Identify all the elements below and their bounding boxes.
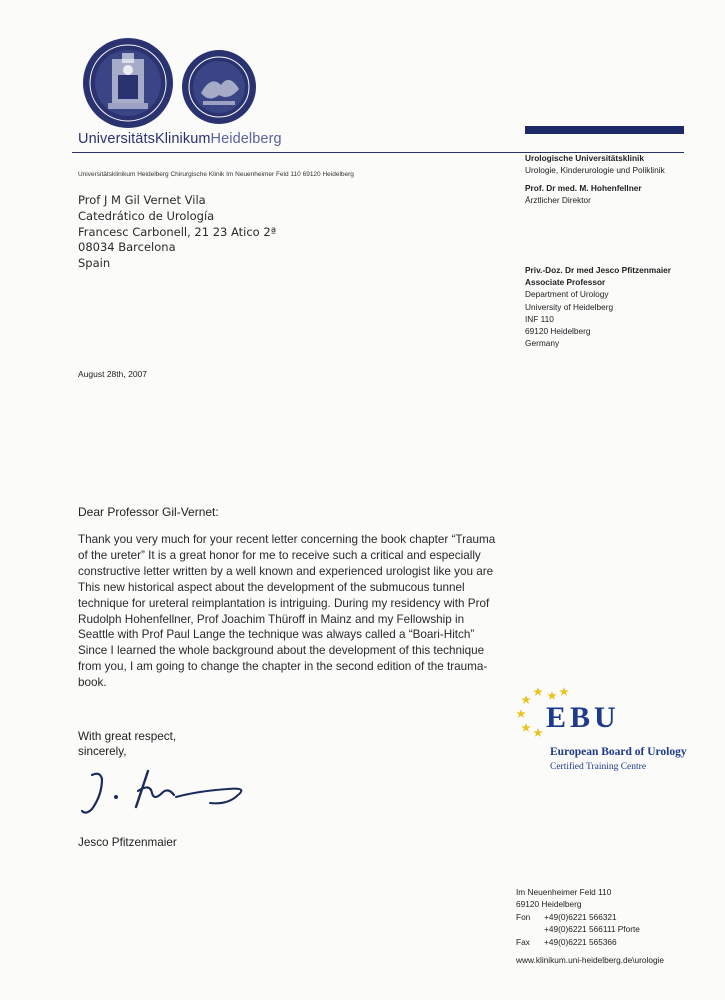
recipient-line: Spain — [78, 256, 111, 271]
phone-label: Fon — [516, 911, 531, 922]
brand-wordmark — [78, 131, 282, 147]
university-seal-logo — [82, 37, 174, 129]
letter-paragraph: Thank you very much for your recent letter concerning the book chapter “Trauma of the ureter” It is a great honor for me to receive such a critical and especially constructive letter written by a well known and experienced urologist like you are — [78, 533, 496, 578]
phone-number: +49(0)6221 566321 — [544, 911, 617, 922]
clinic-info — [525, 152, 715, 206]
letter-date: August 28th, 2007 — [78, 369, 148, 379]
clinic-seal-logo — [181, 49, 257, 125]
associate-line: University of Heidelberg — [525, 301, 614, 312]
recipient-line: Prof J M Gil Vernet Vila — [78, 193, 206, 207]
closing-line: sincerely, — [78, 745, 127, 758]
clinic-subtitle: Urologie, Kinderurologie und Poliklinik — [525, 165, 665, 175]
letter-body — [78, 532, 498, 691]
letter-paragraph: This new historical aspect about the development of the submucous tunnel technique for ureteral reimplantation is intriguing. During my residency with Prof Rudolph Hohenfellner, Prof Joachim Thüroff in Mainz and my Fellowship in Seattle with Prof Paul Lange the technique was always called a “Boari-Hitch” Since I learned the whole background about the development of this technique from you, I am going to change the chapter in the second edition of the trauma-book. — [78, 580, 490, 690]
associate-line: Germany — [525, 338, 560, 349]
ebu-name: European Board of Urology — [550, 746, 687, 758]
closing-line: With great respect, — [78, 730, 177, 743]
associate-name: Priv.-Doz. Dr med Jesco Pfitzenmaier — [525, 265, 672, 275]
recipient-line: Francesc Carbonell, 21 23 Atico 2ª — [78, 224, 277, 239]
handwritten-signature — [78, 765, 253, 820]
clinic-name: Urologische Universitätsklinik — [525, 153, 644, 163]
header-accent-bar — [525, 126, 684, 134]
recipient-address — [78, 193, 276, 272]
footer-address — [516, 886, 716, 948]
associate-title: Associate Professor — [525, 277, 606, 288]
ebu-letters: EBU — [546, 701, 620, 734]
fax-number: +49(0)6221 565366 — [544, 936, 617, 947]
associate-line: Department of Urology — [525, 289, 609, 300]
fax-label: Fax — [516, 936, 530, 947]
address-street: Im Neuenheimer Feld 110 — [516, 887, 612, 897]
letter-closing — [78, 729, 176, 759]
brand-city: Heidelberg — [210, 131, 282, 147]
clinic-director-title: Ärztlicher Direktor — [525, 195, 591, 205]
associate-line: 69120 Heidelberg — [525, 326, 591, 337]
letter-greeting: Dear Professor Gil-Vernet: — [78, 505, 219, 519]
website-link[interactable]: www.klinikum.uni-heidelberg.de\urologie — [516, 955, 665, 965]
brand-main: UniversitätsKlinikum — [78, 131, 211, 147]
associate-line: INF 110 — [525, 313, 554, 324]
clinic-director: Prof. Dr med. M. Hohenfellner — [525, 183, 642, 193]
phone-number-pforte: +49(0)6221 566111 Pforte — [544, 924, 640, 935]
ebu-subtitle: Certified Training Centre — [550, 762, 647, 772]
address-city: 69120 Heidelberg — [516, 899, 582, 910]
sender-return-address: Universitätsklinikum Heidelberg Chirurgische Klinik Im Neuenheimer Feld 110 69120 Heidelberg — [78, 171, 354, 178]
recipient-line: 08034 Barcelona — [78, 240, 176, 255]
ebu-logo — [516, 683, 626, 737]
recipient-line: Catedrático de Urología — [78, 208, 215, 223]
associate-info — [525, 264, 715, 349]
signer-name: Jesco Pfitzenmaier — [78, 836, 177, 849]
